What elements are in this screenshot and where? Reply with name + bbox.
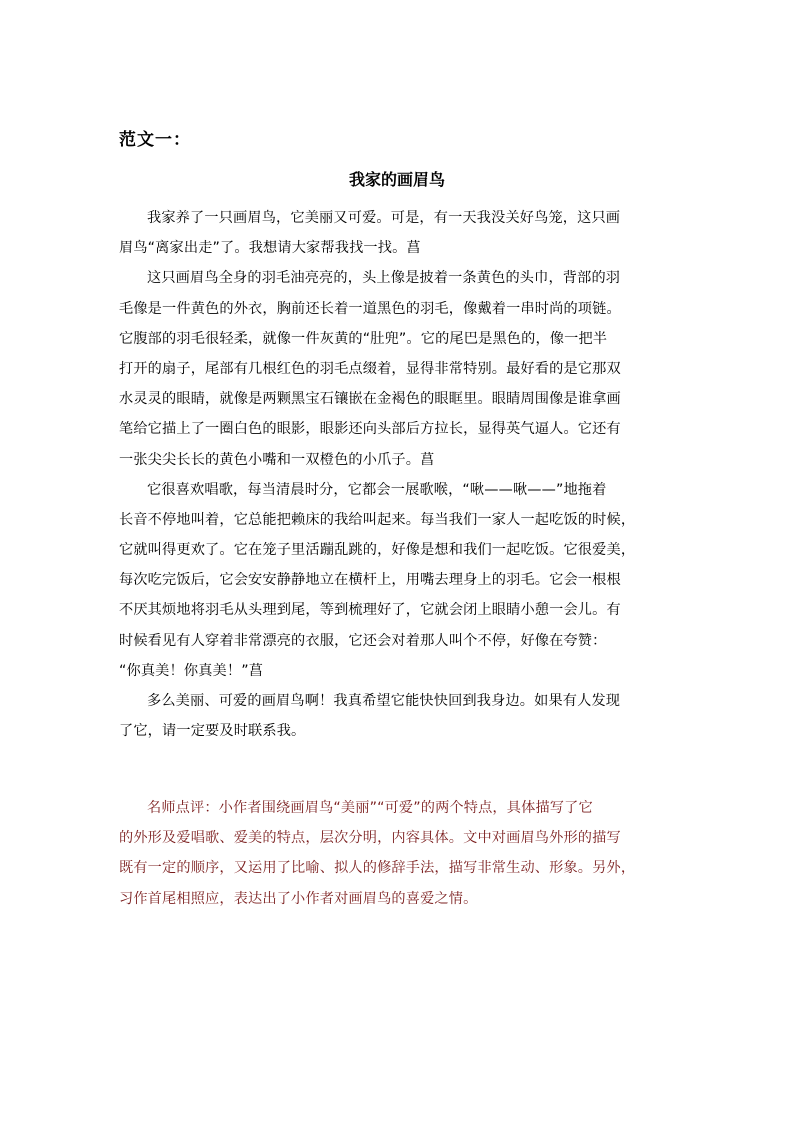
essay-line: 它腹部的羽毛很轻柔，就像一件灰黄的“肚兜”。它的尾巴是黑色的，像一把半 xyxy=(119,330,608,347)
essay-line: 不厌其烦地将羽毛从头理到尾，等到梳理好了，它就会闭上眼睛小憩一会儿。有 xyxy=(119,602,621,619)
essay-line: 这只画眉鸟全身的羽毛油亮亮的，头上像是披着一条黄色的头巾，背部的羽 xyxy=(147,270,621,287)
comment-line: 既有一定的顺序，又运用了比喻、拟人的修辞手法，描写非常生动、形象。另外， xyxy=(119,860,636,877)
comment-line: 名师点评：小作者围绕画眉鸟“美丽”“可爱”的两个特点，具体描写了它 xyxy=(147,800,593,816)
comment-line: 的外形及爱唱歌、爱美的特点，层次分明，内容具体。文中对画眉鸟外形的描写 xyxy=(119,830,621,847)
essay-line: 时候看见有人穿着非常漂亮的衣服，它还会对着那人叫个不停，好像在夸赞： xyxy=(119,632,607,649)
essay-line: 眉鸟“离家出走”了。我想请大家帮我找一找。菖 xyxy=(119,240,421,257)
essay-line: 水灵灵的眼睛，就像是两颗黑宝石镶嵌在金褐色的眼眶里。眼睛周围像是谁拿画 xyxy=(119,391,621,408)
essay-line: 它很喜欢唱歌，每当清晨时分，它都会一展歌喉，“啾——啾——”地拖着 xyxy=(147,481,607,498)
teacher-comment xyxy=(119,793,679,914)
essay-line: 毛像是一件黄色的外衣，胸前还长着一道黑色的羽毛，像戴着一串时尚的项链。 xyxy=(119,300,621,317)
essay-line: 每次吃完饭后，它会安安静静地立在横杆上，用嘴去理身上的羽毛。它会一根根 xyxy=(119,572,621,589)
essay-body xyxy=(119,203,679,746)
essay-line: 了它，请一定要及时联系我。 xyxy=(119,723,306,740)
essay-line: 多么美丽、可爱的画眉鸟啊！我真希望它能快快回到我身边。如果有人发现 xyxy=(147,693,621,709)
comment-line: 习作首尾相照应，表达出了小作者对画眉鸟的喜爱之情。 xyxy=(119,890,478,907)
essay-line: 打开的扇子，尾部有几根红色的羽毛点缀着，显得非常特别。最好看的是它那双 xyxy=(119,360,621,377)
section-heading: 范文一： xyxy=(119,130,191,150)
essay-line: “你真美！你真美！”菖 xyxy=(119,662,264,679)
essay-line: 它就叫得更欢了。它在笼子里活蹦乱跳的，好像是想和我们一起吃饭。它很爱美， xyxy=(119,542,636,559)
essay-line: 我家养了一只画眉鸟，它美丽又可爱。可是，有一天我没关好鸟笼，这只画 xyxy=(147,210,621,226)
essay-line: 长音不停地叫着，它总能把赖床的我给叫起来。每当我们一家人一起吃饭的时候， xyxy=(119,511,636,528)
essay-line: 笔给它描上了一圈白色的眼影，眼影还向头部后方拉长，显得英气逼人。它还有 xyxy=(119,421,621,438)
essay-line: 一张尖尖长长的黄色小嘴和一双橙色的小爪子。菖 xyxy=(119,451,435,468)
essay-title: 我家的画眉鸟 xyxy=(348,170,445,189)
